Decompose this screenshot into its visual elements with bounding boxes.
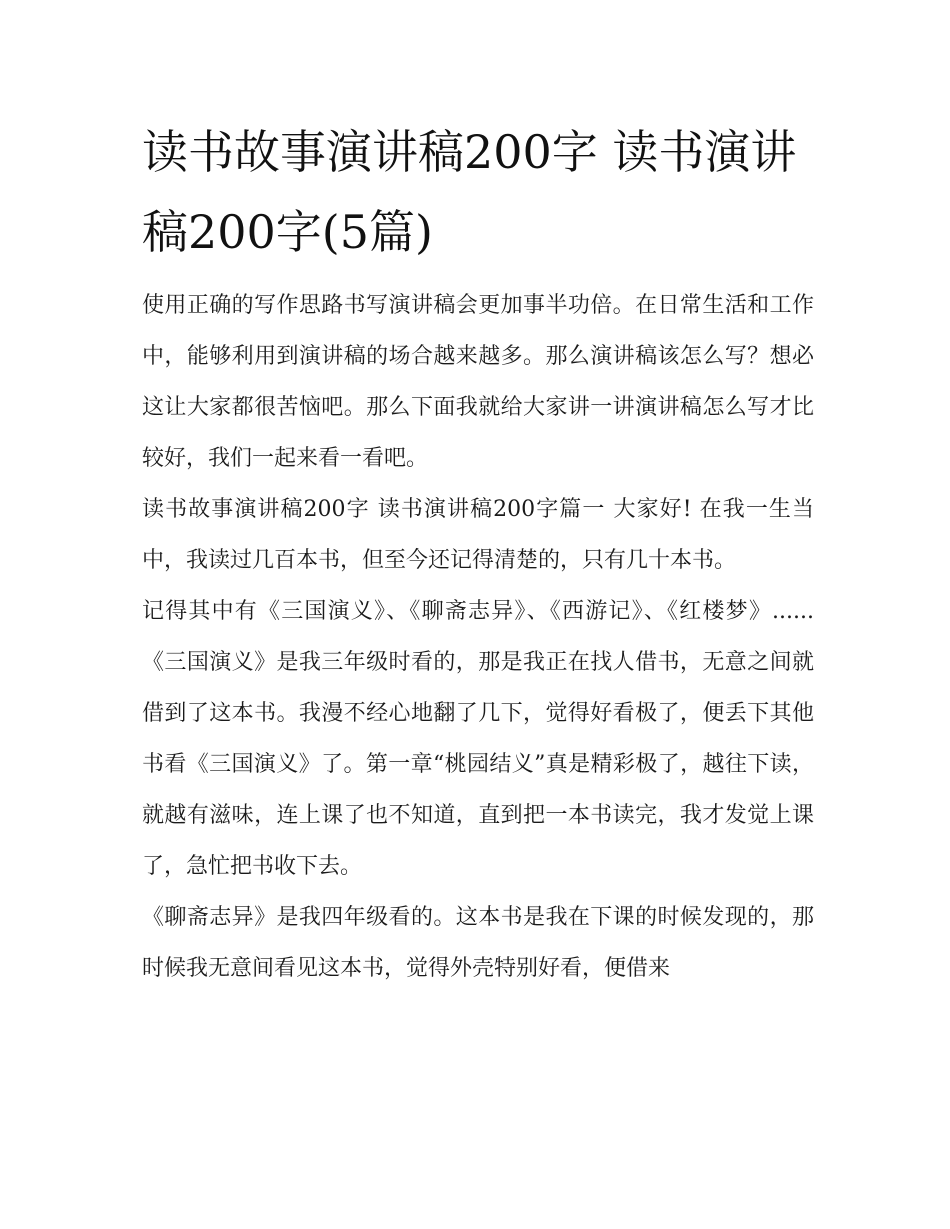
document-title: 读书故事演讲稿200字 读书演讲稿200字(5篇) — [142, 125, 797, 259]
document-body — [142, 280, 814, 994]
paragraph-liaozhai: 《聊斋志异》是我四年级看的。这本书是我在下课的时候发现的，那时候我无意间看见这本书，觉得外壳特别好看，便借来 — [142, 905, 814, 981]
paragraph-intro: 使用正确的写作思路书写演讲稿会更加事半功倍。在日常生活和工作中，能够利用到演讲稿的场合越来越多。那么演讲稿该怎么写？想必这让大家都很苦恼吧。那么下面我就给大家讲一讲演讲稿怎么写才比较好，我们一起来看一看吧。 — [142, 293, 814, 471]
paragraph-three-kingdoms: 记得其中有《三国演义》、《聊斋志异》、《西游记》、《红楼梦》......《三国演义》是我三年级时看的，那是我正在找人借书，无意之间就借到了这本书。我漫不经心地翻了几下，觉得好看极了，便丢下其他书看《三国演义》了。第一章“桃园结义”真是精彩极了，越往下读，就越有滋味，连上课了也不知道，直到把一本书读完，我才发觉上课了，急忙把书收下去。 — [142, 599, 814, 879]
paragraph-speech-one: 读书故事演讲稿200字 读书演讲稿200字篇一 大家好! 在我一生当中，我读过几百本书，但至今还记得清楚的，只有几十本书。 — [142, 497, 814, 573]
